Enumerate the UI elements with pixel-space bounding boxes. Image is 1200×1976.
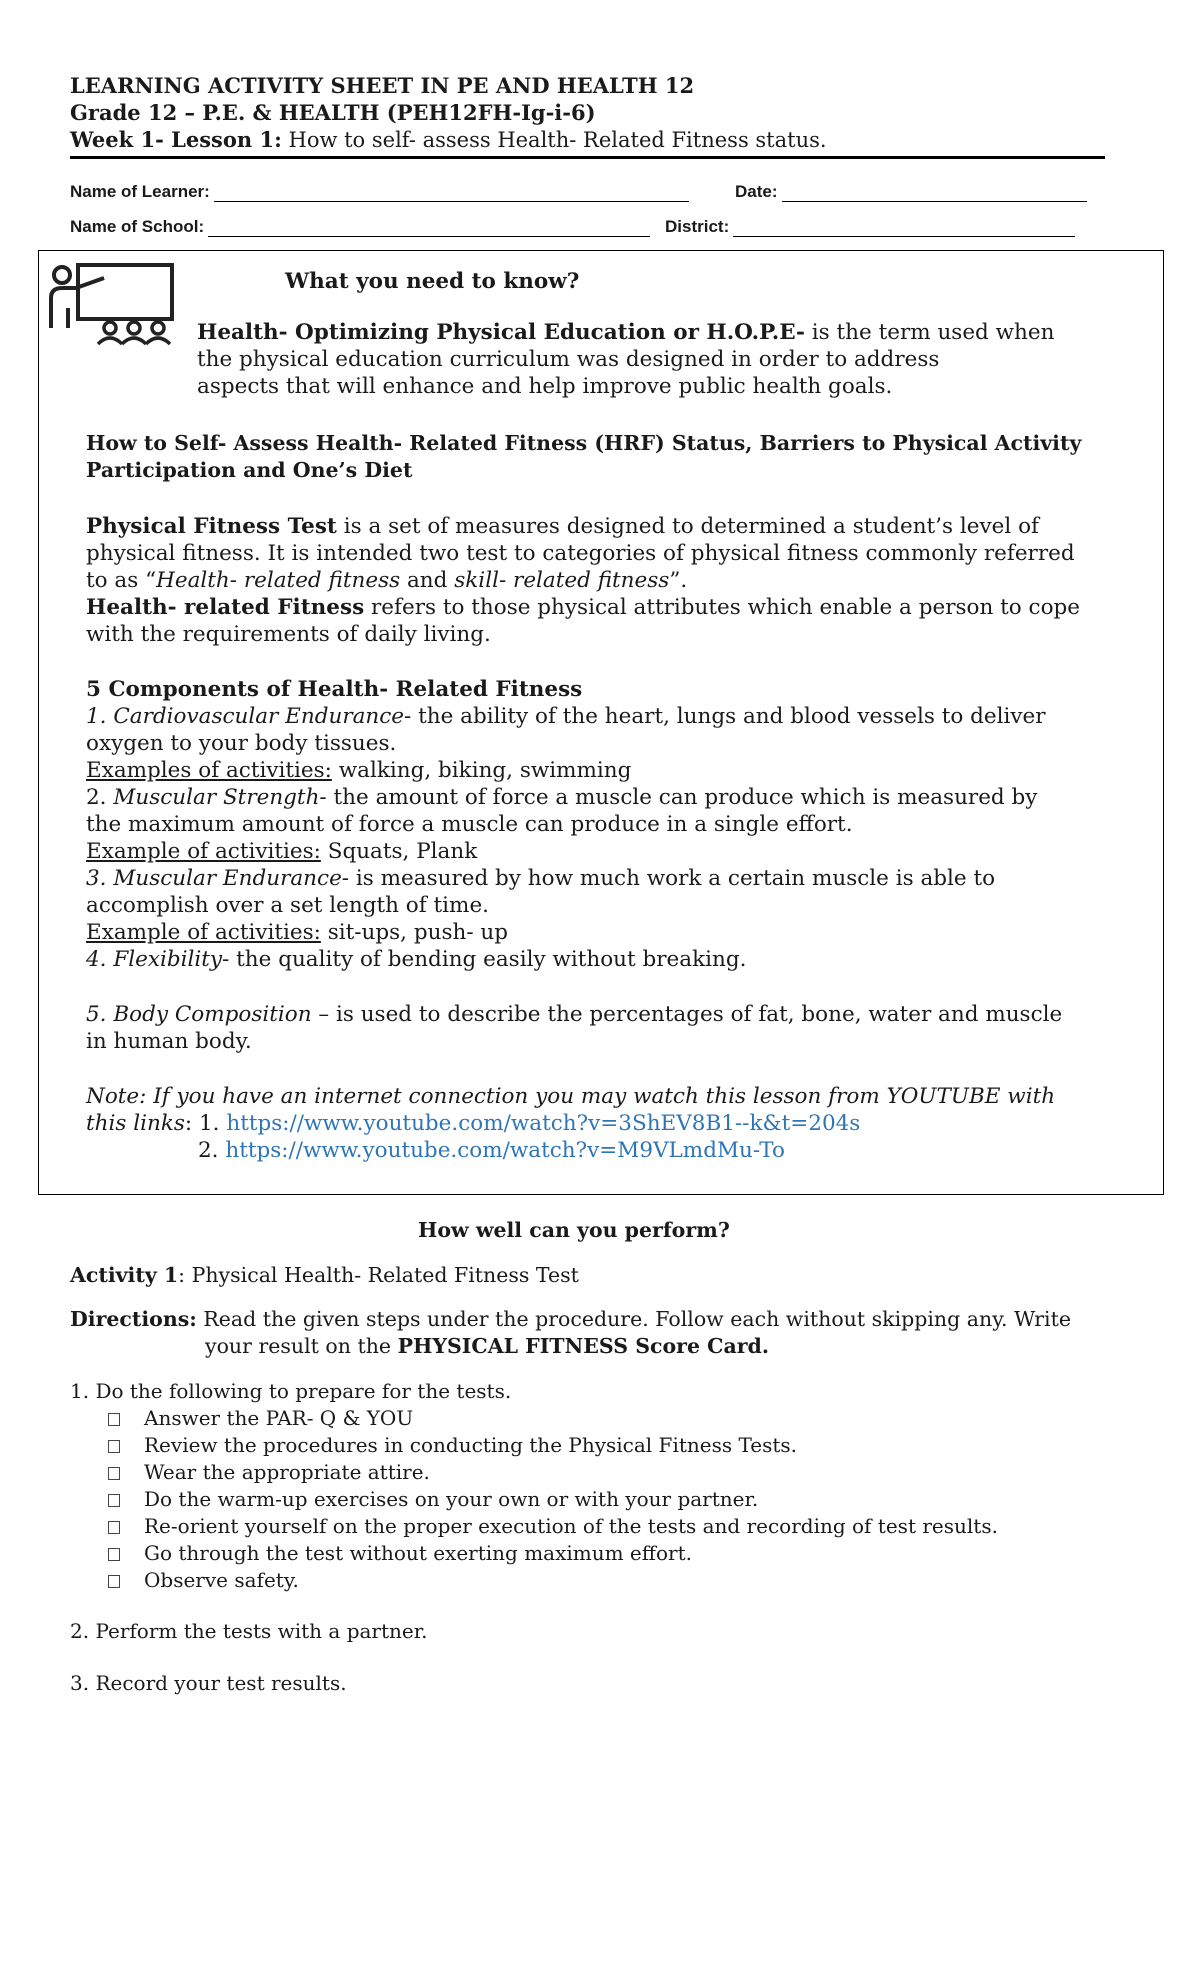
learner-label: Name of Learner:: [70, 182, 210, 201]
checkbox-icon[interactable]: [108, 1548, 120, 1561]
c3-examples-label: Example of activities:: [86, 920, 321, 945]
know-heading: What you need to know?: [285, 269, 580, 294]
learner-input-line[interactable]: [214, 183, 689, 202]
youtube-link-2[interactable]: https://www.youtube.com/watch?v=M9VLmdMu-To: [225, 1138, 785, 1163]
district-field: [665, 217, 1075, 237]
hope-line-1: [197, 319, 1054, 347]
checklist-item-label: Review the procedures in conducting the Physical Fitness Tests.: [144, 1433, 798, 1457]
step-3: 3. Record your test results.: [70, 1671, 347, 1695]
date-field: [735, 182, 1087, 202]
link2-num: 2.: [198, 1138, 226, 1163]
header-divider: [70, 156, 1105, 159]
c1-text-1: - the ability of the heart, lungs and blood vessels to deliver: [404, 704, 1046, 729]
activity-line: [70, 1262, 579, 1290]
hope-line-3: aspects that will enhance and help improve public health goals.: [197, 374, 893, 399]
c1-examples-label: Examples of activities:: [86, 758, 332, 783]
checkbox-icon[interactable]: [108, 1521, 120, 1534]
checklist-item[interactable]: [108, 1567, 998, 1594]
checklist-item-label: Re-orient yourself on the proper execution of the tests and recording of test results.: [144, 1514, 998, 1538]
school-field: [70, 217, 650, 237]
checkbox-icon[interactable]: [108, 1575, 120, 1588]
directions-line-1: [70, 1306, 1071, 1334]
pft-italic-2: skill- related fitness: [454, 568, 670, 593]
teacher-icon: [48, 262, 176, 347]
checklist: [108, 1405, 998, 1594]
c2-examples-label: Example of activities:: [86, 839, 321, 864]
grade-line: Grade 12 – P.E. & HEALTH (PEH12FH-Ig-i-6): [70, 100, 596, 125]
components-heading: 5 Components of Health- Related Fitness: [86, 677, 583, 702]
checklist-item[interactable]: [108, 1540, 998, 1567]
c1-examples: [86, 757, 631, 785]
how-heading-1: How to Self- Assess Health- Related Fitness (HRF) Status, Barriers to Physical Activity: [86, 431, 1082, 455]
step-2: 2. Perform the tests with a partner.: [70, 1619, 428, 1643]
c4-text-1: - the quality of bending easily without breaking.: [222, 947, 747, 972]
step-1: 1. Do the following to prepare for the tests.: [70, 1379, 512, 1403]
checkbox-icon[interactable]: [108, 1440, 120, 1453]
checklist-item-label: Go through the test without exerting maximum effort.: [144, 1541, 692, 1565]
note-line-2: [86, 1110, 860, 1138]
score-card-name: PHYSICAL FITNESS Score Card.: [397, 1334, 770, 1358]
pft-line-1: [86, 513, 1039, 541]
pft-term: Physical Fitness Test: [86, 514, 337, 539]
c2-examples: [86, 838, 477, 866]
hrf-text-1: refers to those physical attributes which enable a person to cope: [364, 595, 1081, 620]
c2-line-2: the maximum amount of force a muscle can produce in a single effort.: [86, 812, 853, 837]
pft-text-3c: ”.: [669, 568, 688, 593]
district-input-line[interactable]: [733, 218, 1075, 237]
c2-num: 2.: [86, 785, 114, 810]
directions-label: Directions:: [70, 1307, 197, 1331]
c4-line-1: [86, 946, 746, 974]
learner-field: [70, 182, 689, 202]
youtube-link-1[interactable]: https://www.youtube.com/watch?v=3ShEV8B1--k&t=204s: [226, 1111, 861, 1136]
c5-line-2: in human body.: [86, 1029, 252, 1054]
hrf-term: Health- related Fitness: [86, 595, 365, 620]
c3-text-1: - is measured by how much work a certain muscle is able to: [341, 866, 996, 891]
hope-term: Health- Optimizing Physical Education or H.O.P.E-: [197, 320, 805, 345]
district-label: District:: [665, 217, 730, 236]
pft-line-3: [86, 567, 687, 595]
c5-text-1: is used to describe the percentages of fat, bone, water and muscle: [329, 1002, 1063, 1027]
checklist-item-label: Wear the appropriate attire.: [144, 1460, 430, 1484]
date-label: Date:: [735, 182, 778, 201]
pft-text-1: is a set of measures designed to determined a student’s level of: [336, 514, 1039, 539]
c1-term: 1. Cardiovascular Endurance: [86, 704, 405, 729]
checkbox-icon[interactable]: [108, 1413, 120, 1426]
note-line-3: [198, 1137, 785, 1165]
c3-term: 3. Muscular Endurance: [86, 866, 342, 891]
checklist-item[interactable]: [108, 1432, 998, 1459]
note-italic: this links: [86, 1111, 185, 1136]
directions-text-1: Read the given steps under the procedure. Follow each without skipping any. Write: [196, 1307, 1071, 1331]
week-label: Week 1- Lesson 1:: [70, 127, 282, 152]
c4-term: 4. Flexibility: [86, 947, 223, 972]
perform-heading: How well can you perform?: [418, 1218, 730, 1242]
c5-line-1: [86, 1001, 1062, 1029]
c3-line-1: [86, 865, 995, 893]
how-heading-2: Participation and One’s Diet: [86, 458, 413, 482]
checklist-item[interactable]: [108, 1513, 998, 1540]
hope-text-1: is the term used when: [804, 320, 1055, 345]
c1-examples-text: walking, biking, swimming: [331, 758, 632, 783]
c3-examples-text: sit-ups, push- up: [320, 920, 509, 945]
week-line: [70, 126, 827, 154]
link1-num: : 1.: [184, 1111, 227, 1136]
c2-term: Muscular Strength: [113, 785, 320, 810]
activity-label: Activity 1: [70, 1263, 179, 1287]
c5-term: 5. Body Composition –: [86, 1002, 330, 1027]
c2-text-1: - the amount of force a muscle can produce which is measured by: [319, 785, 1038, 810]
hope-line-2: the physical education curriculum was designed in order to address: [197, 347, 940, 372]
pft-italic-1: Health- related fitness: [156, 568, 401, 593]
c2-line-1: [86, 784, 1037, 812]
checkbox-icon[interactable]: [108, 1467, 120, 1480]
c3-line-2: accomplish over a set length of time.: [86, 893, 489, 918]
checklist-item[interactable]: [108, 1405, 998, 1432]
checklist-item[interactable]: [108, 1459, 998, 1486]
c1-line-1: [86, 703, 1046, 731]
pft-text-3a: to as “: [86, 568, 157, 593]
directions-line-2: [205, 1333, 769, 1361]
pft-line-2: physical fitness. It is intended two test to categories of physical fitness commonly referred: [86, 541, 1075, 566]
sheet-title: LEARNING ACTIVITY SHEET IN PE AND HEALTH 12: [70, 73, 695, 98]
checklist-item-label: Do the warm-up exercises on your own or with your partner.: [144, 1487, 759, 1511]
directions-text-2: your result on the: [205, 1334, 398, 1358]
checklist-item-label: Answer the PAR- Q & YOU: [144, 1406, 414, 1430]
checkbox-icon[interactable]: [108, 1494, 120, 1507]
date-input-line[interactable]: [782, 183, 1087, 202]
c3-examples: [86, 919, 508, 947]
checklist-item-label: Observe safety.: [144, 1568, 299, 1592]
pft-text-3b: and: [400, 568, 455, 593]
c1-line-2: oxygen to your body tissues.: [86, 731, 397, 756]
activity-text: : Physical Health- Related Fitness Test: [178, 1263, 579, 1287]
note-line-1: Note: If you have an internet connection you may watch this lesson from YOUTUBE with: [86, 1084, 1056, 1109]
hrf-line-2: with the requirements of daily living.: [86, 622, 491, 647]
school-input-line[interactable]: [208, 218, 650, 237]
week-text: How to self- assess Health- Related Fitness status.: [281, 128, 827, 152]
checklist-item[interactable]: [108, 1486, 998, 1513]
hrf-line-1: [86, 594, 1080, 622]
c2-examples-text: Squats, Plank: [320, 839, 478, 864]
school-label: Name of School:: [70, 217, 205, 236]
